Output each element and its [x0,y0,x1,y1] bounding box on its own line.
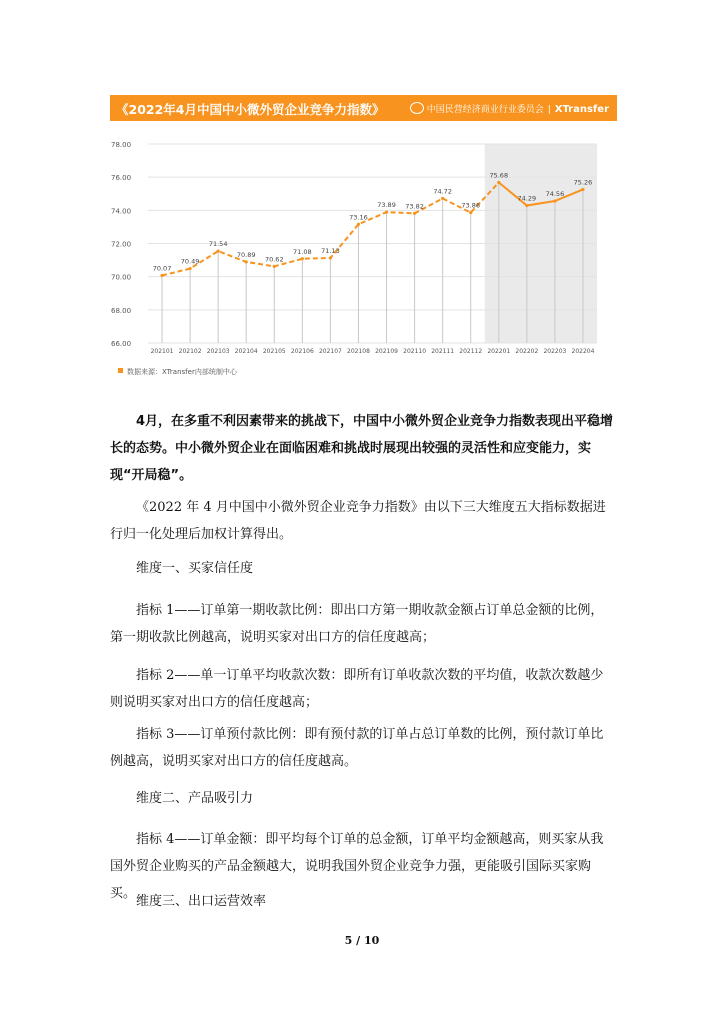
data-point [301,257,304,260]
data-label: 75.26 [573,178,593,187]
data-point [441,197,444,200]
source-note: 数据来源：XTransfer内部统制中心 [127,368,237,376]
y-tick-label: 78.00 [111,141,132,149]
data-point [581,188,584,191]
y-tick-label: 74.00 [111,207,132,216]
data-point [217,250,220,253]
data-point [357,223,360,226]
y-tick-label: 76.00 [111,174,132,183]
x-tick-label: 202203 [543,348,567,355]
data-label: 70.62 [264,255,284,264]
brand-name: XTransfer [554,104,609,115]
x-tick-label: 202108 [347,348,370,355]
dimension-3-heading: 维度三、出口运营效率 [136,894,267,909]
x-tick-label: 202103 [206,348,230,355]
x-tick-label: 202105 [262,348,286,355]
y-tick-label: 72.00 [111,240,132,249]
brand-org: 中国民营经济商业行业委员会 [426,105,544,115]
data-label: 74.56 [545,190,565,199]
chart-title: 《2022年4月中国中小微外贸企业竞争力指数》 [116,102,385,117]
data-point [497,181,500,184]
indicator-4-paragraph: 指标 4——订单金额：即平均每个订单的总金额，订单平均金额越高，则买家从我国外贸企业购买的产品金额越大，说明我国外贸企业竞争力强，更能吸引国际买家购买。 [110,832,604,901]
x-tick-label: 202201 [487,348,511,355]
y-tick-label: 66.00 [111,340,132,348]
data-label: 71.13 [321,246,340,255]
x-tick-label: 202102 [178,348,202,355]
data-label: 74.72 [433,187,452,196]
data-label: 74.29 [517,194,537,203]
x-tick-label: 202107 [318,348,342,355]
data-point [273,265,276,268]
data-label: 70.89 [236,250,256,259]
data-point [469,211,472,214]
data-point [245,260,248,263]
brand-separator: | [547,105,551,115]
data-label: 73.16 [349,213,368,222]
data-label: 71.54 [208,240,228,249]
x-tick-label: 202111 [431,348,455,355]
data-label: 75.68 [489,171,509,180]
x-tick-label: 202109 [375,348,398,355]
method-paragraph: 《2022 年 4 月中国中小微外贸企业竞争力指数》由以下三大维度五大指标数据进行归一化处理后加权计算得出。 [110,500,606,542]
data-label: 73.89 [377,201,396,210]
dimension-2-heading: 维度二、产品吸引力 [136,791,254,806]
x-tick-label: 202104 [234,348,258,355]
page-number: 5 / 10 [344,934,380,947]
indicator-3-paragraph: 指标 3——订单预付款比例：即有预付款的订单占总订单数的比例，预付款订单比例越高，说明买家对出口方的信任度越高。 [110,727,604,769]
x-tick-label: 202110 [403,348,427,355]
x-tick-label: 202112 [459,348,483,355]
data-point [553,199,556,202]
data-point [160,274,163,277]
legend-marker [118,368,123,373]
x-tick-label: 202204 [571,348,595,355]
indicator-1-paragraph: 指标 1——订单第一期收款比例：即出口方第一期收款金额占订单总金额的比例，第一期收款比例越高，说明买家对出口方的信任度越高； [110,603,604,645]
data-label: 70.07 [152,264,172,273]
data-point [385,211,388,214]
data-label: 73.86 [461,201,481,210]
data-point [188,267,191,270]
data-label: 73.82 [405,202,424,211]
summary-paragraph: 4月，在多重不利因素带来的挑战下，中国中小微外贸企业竞争力指数表现出平稳增长的态势。中小微外贸企业在面临困难和挑战时展现出较强的灵活性和应变能力，实现“开局稳”。 [110,414,614,483]
chart-figure [110,95,617,385]
indicator-2-paragraph: 指标 2——单一订单平均收款次数：即所有订单收款次数的平均值，收款次数越少则说明买家对出口方的信任度越高； [110,668,604,710]
line-chart [110,95,617,385]
y-tick-label: 68.00 [111,306,132,315]
data-point [413,212,416,215]
x-tick-label: 202106 [290,348,314,355]
x-tick-label: 202101 [150,348,174,355]
x-tick-label: 202202 [515,348,539,355]
data-point [525,204,528,207]
dimension-1-heading: 维度一、买家信任度 [136,561,254,576]
y-tick-label: 70.00 [111,273,132,282]
data-label: 70.49 [180,257,200,266]
data-point [329,256,332,259]
data-label: 71.08 [293,247,312,256]
